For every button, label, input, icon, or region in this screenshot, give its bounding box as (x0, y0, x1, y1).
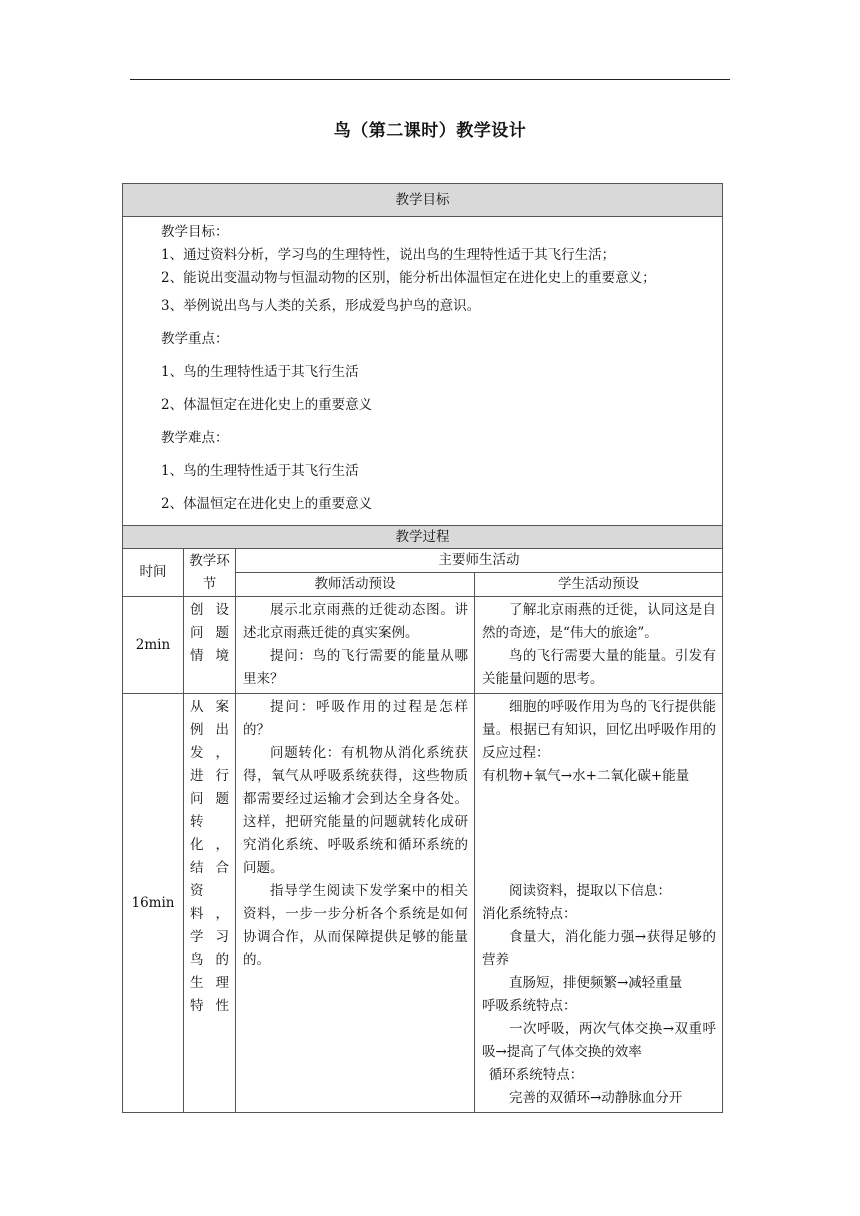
student-paragraph: 有机物+氧气→水+二氧化碳+能量 (482, 768, 690, 784)
col-teacher-header: 教师活动预设 (236, 573, 475, 597)
row-stage: 从案例出发，进行问题转化，结合资料，学习鸟的生理特性 (184, 694, 236, 1113)
student-paragraph: 了解北京雨燕的迁徙，认同这是自然的奇迹，是“伟大的旅途”。 (482, 602, 716, 641)
key-points-label: 教学重点： (161, 331, 229, 347)
teacher-activity (236, 694, 475, 1113)
student-paragraph: 完善的双循环→动静脉血分开 (509, 1090, 683, 1106)
student-paragraph: 呼吸系统特点： (482, 998, 577, 1014)
student-paragraph: 鸟的飞行需要大量的能量。引发有关能量问题的思考。 (482, 648, 716, 687)
col-activities-header: 主要师生活动 (236, 549, 723, 573)
goal-item: 1、通过资料分析，学习鸟的生理特性，说出鸟的生理特性适于其飞行生活； (161, 247, 616, 263)
student-paragraph: 直肠短，排便频繁→减轻重量 (509, 975, 683, 991)
document-title: 鸟（第二课时）教学设计 (333, 121, 527, 141)
goal-item: 3、举例说出鸟与人类的关系，形成爱鸟护鸟的意识。 (161, 298, 481, 314)
student-activity (475, 694, 723, 1113)
objectives-body (123, 217, 723, 526)
teacher-paragraph: 提问：呼吸作用的过程是怎样的？ (243, 699, 468, 738)
student-paragraph: 食量大，消化能力强→获得足够的营养 (482, 929, 716, 968)
student-paragraph: 阅读资料，提取以下信息： (509, 883, 671, 899)
teacher-paragraph: 提问：鸟的飞行需要的能量从哪里来？ (243, 648, 468, 687)
col-time-header: 时间 (123, 549, 184, 597)
table-row (123, 597, 723, 694)
row-time: 16min (123, 694, 184, 1113)
goals-label: 教学目标： (161, 224, 229, 240)
difficulties-label: 教学难点： (161, 430, 229, 446)
col-stage-header: 教学环节 (184, 549, 236, 597)
key-point-item: 1、鸟的生理特性适于其飞行生活 (161, 364, 359, 380)
process-heading: 教学过程 (123, 526, 723, 549)
student-activity (475, 597, 723, 694)
student-paragraph: 消化系统特点： (482, 906, 577, 922)
student-paragraph: 循环系统特点： (488, 1067, 584, 1083)
key-point-item: 2、体温恒定在进化史上的重要意义 (161, 397, 373, 413)
student-paragraph: 一次呼吸，两次气体交换→双重呼吸→提高了气体交换的效率 (482, 1021, 716, 1060)
teacher-paragraph: 问题转化：有机物从消化系统获得，氧气从呼吸系统获得，这些物质都需要经过运输才会到达全身各处。这样，把研究能量的问题就转化成研究消化系统、呼吸系统和循环系统的问题。 (243, 745, 468, 876)
difficulty-item: 2、体温恒定在进化史上的重要意义 (161, 496, 373, 512)
table-row (123, 694, 723, 1113)
goal-item: 2、能说出变温动物与恒温动物的区别，能分析出体温恒定在进化史上的重要意义； (161, 270, 656, 286)
objectives-heading: 教学目标 (123, 184, 723, 217)
student-paragraph: 细胞的呼吸作用为鸟的飞行提供能量。根据已有知识，回忆出呼吸作用的反应过程： (482, 699, 716, 761)
teacher-paragraph: 展示北京雨燕的迁徙动态图。讲述北京雨燕迁徙的真实案例。 (243, 602, 468, 641)
col-student-header: 学生活动预设 (475, 573, 723, 597)
difficulty-item: 1、鸟的生理特性适于其飞行生活 (161, 463, 359, 479)
header-rule (130, 79, 730, 80)
lesson-plan-table (122, 183, 723, 1113)
teacher-activity (236, 597, 475, 694)
row-time: 2min (123, 597, 184, 694)
teacher-paragraph: 指导学生阅读下发学案中的相关资料，一步一步分析各个系统是如何协调合作，从而保障提供足够的能量的。 (243, 883, 468, 968)
row-stage: 创设问题情境 (184, 597, 236, 694)
